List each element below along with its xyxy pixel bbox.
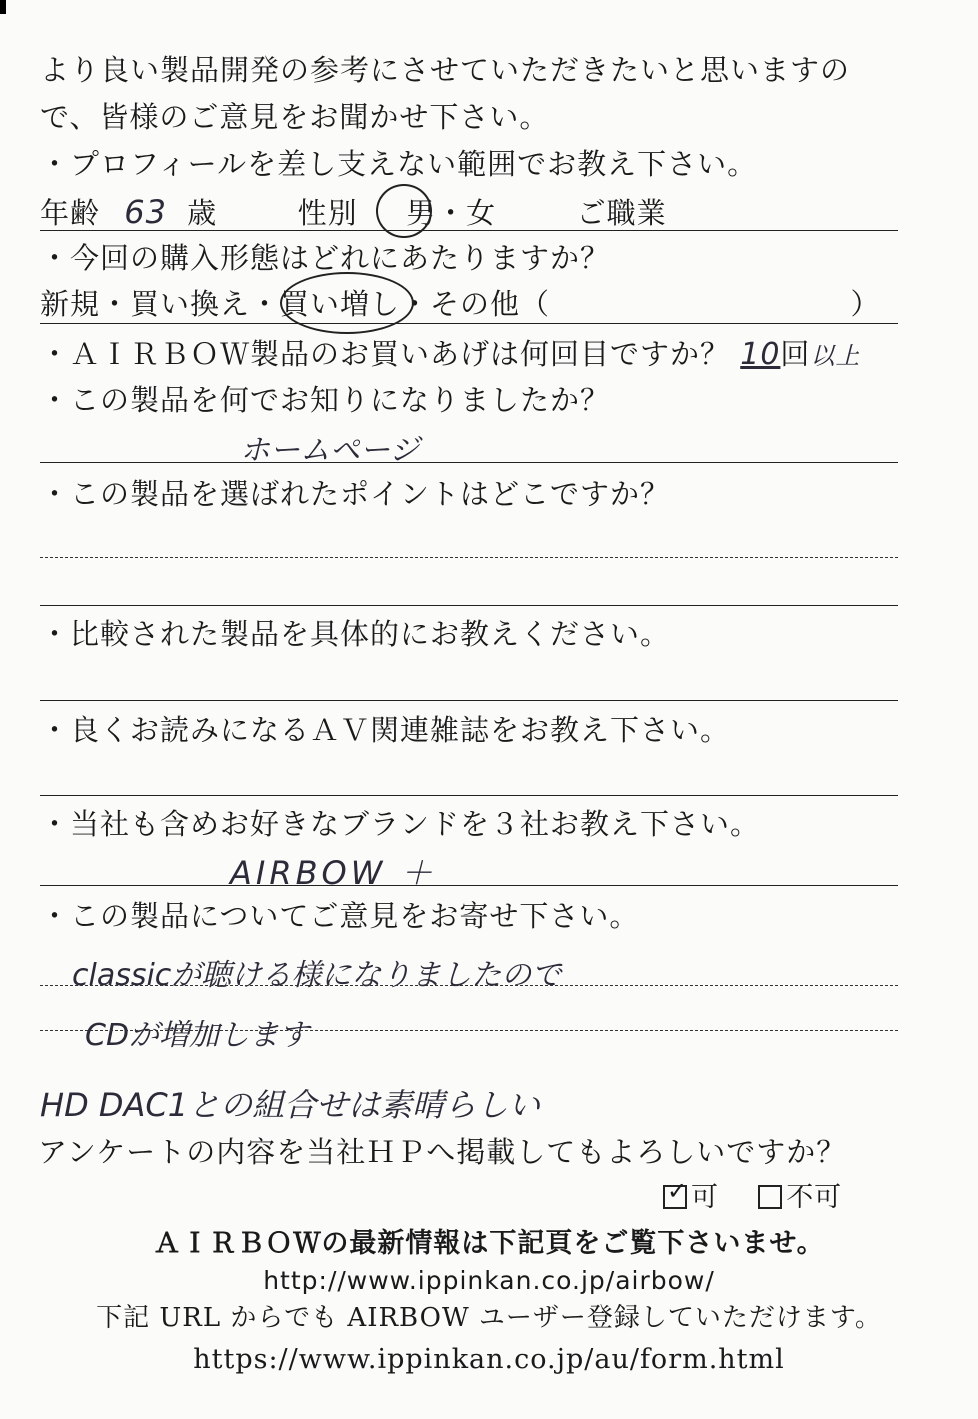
brands-prompt: ・当社も含めお好きなブランドを３社お教え下さい。 <box>40 807 761 841</box>
purchase-type-prompt: ・今回の購入形態はどれにあたりますか？ <box>40 241 611 275</box>
footer-url-1[interactable]: http://www.ippinkan.co.jp/airbow/ <box>263 1266 715 1295</box>
footer-url-2[interactable]: https://www.ippinkan.co.jp/au/form.html <box>193 1344 785 1375</box>
occupation-label: ご職業 <box>576 196 667 230</box>
age-value[interactable]: 63 <box>124 193 167 231</box>
consent-question: アンケートの内容を当社ＨＰへ掲載してもよろしいですか？ <box>38 1135 847 1169</box>
purchase-options-prefix: 新規・買い換え・ <box>40 287 281 321</box>
source-prompt: ・この製品を何でお知りになりましたか？ <box>40 383 611 417</box>
check-icon: ✓ <box>667 1177 689 1205</box>
age-label: 年齢 <box>40 196 101 230</box>
purchase-count-row <box>40 337 861 372</box>
reason-underline <box>40 605 898 606</box>
opinion-line-3[interactable]: HD DAC1との組合せは素晴らしい <box>40 1086 541 1124</box>
purchase-count-unit: 回 <box>780 337 811 371</box>
footer-info: ＡＩＲＢＯＷの最新情報は下記頁をご覧下さいませ。 <box>153 1228 825 1259</box>
opinion-dashed-line-2 <box>40 1030 898 1031</box>
compared-underline <box>40 700 898 701</box>
purchase-selection-circle <box>280 272 414 334</box>
opinion-prompt: ・この製品についてご意見をお寄せ下さい。 <box>40 899 640 933</box>
compared-prompt: ・比較された製品を具体的にお教えください。 <box>40 617 671 651</box>
opinion-dashed-line-1 <box>40 985 898 986</box>
purchase-close-paren: ） <box>850 287 881 321</box>
brands-answer[interactable]: AIRBOW ＋ <box>230 854 437 892</box>
gender-male-option[interactable]: 男 <box>406 196 437 230</box>
purchase-count-extra: 以上 <box>810 342 861 370</box>
source-answer[interactable]: ホームページ <box>240 433 420 468</box>
intro-line-1: より良い製品開発の参考にさせていただきたいと思いますの <box>40 53 851 87</box>
source-underline <box>40 462 898 463</box>
corner-mark <box>0 0 6 14</box>
magazines-underline <box>40 795 898 796</box>
magazines-prompt: ・良くお読みになるＡＶ関連雑誌をお教え下さい。 <box>40 713 731 747</box>
profile-underline <box>40 230 898 231</box>
consent-no-checkbox[interactable] <box>758 1185 782 1209</box>
brands-underline <box>40 885 898 886</box>
gender-separator: ・ <box>436 196 467 230</box>
gender-label: 性別 <box>297 196 358 230</box>
purchase-option-selected[interactable]: 買い増し <box>280 287 401 321</box>
intro-line-2: で、皆様のご意見をお聞かせ下さい。 <box>40 100 550 134</box>
opinion-line-2[interactable]: CDが増加します <box>85 1018 310 1053</box>
purchase-underline <box>40 323 898 324</box>
opinion-line-1[interactable]: classicが聴ける様になりましたので <box>72 958 562 993</box>
profile-row <box>40 193 667 231</box>
purchase-count-prompt: ・ＡＩＲＢＯＷ製品のお買いあげは何回目ですか？ <box>40 337 731 371</box>
profile-prompt: ・プロフィールを差し支えない範囲でお教え下さい。 <box>40 147 758 181</box>
gender-female-option[interactable]: 女 <box>466 196 497 230</box>
consent-yes-checkbox[interactable] <box>663 1177 689 1209</box>
reason-prompt: ・この製品を選ばれたポイントはどこですか？ <box>40 477 671 511</box>
reason-dashed-line <box>40 557 898 558</box>
consent-options <box>663 1177 843 1213</box>
consent-no-label: 不可 <box>786 1182 843 1213</box>
purchase-type-row <box>40 287 881 321</box>
age-unit: 歳 <box>187 196 218 230</box>
purchase-count-value[interactable]: 10 <box>740 337 781 372</box>
consent-yes-label: 可 <box>691 1182 719 1213</box>
footer-register-text: 下記 URL からでも AIRBOW ユーザー登録していただけます。 <box>96 1303 882 1333</box>
purchase-options-suffix: ・その他（ <box>400 287 551 321</box>
